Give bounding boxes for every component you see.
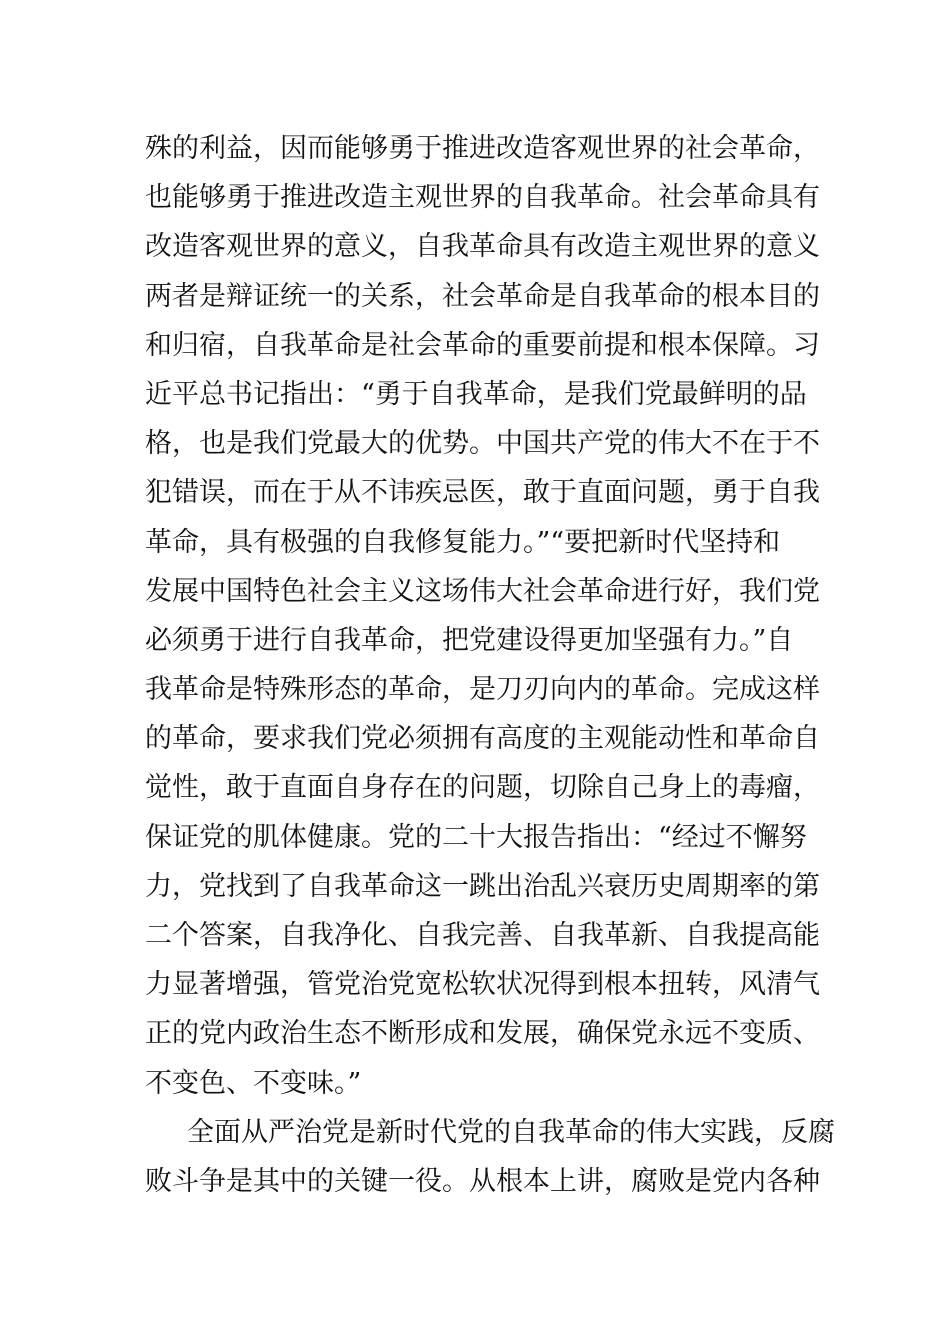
- paragraph-2: [145, 1108, 835, 1206]
- text-line: 改造客观世界的意义，自我革命具有改造主观世界的意义: [145, 231, 820, 263]
- text-line: 发展中国特色社会主义这场伟大社会革命进行好，我们党: [145, 575, 820, 607]
- text-line: 力，党找到了自我革命这一跳出治乱兴衰历史周期率的第: [145, 870, 820, 902]
- text-line: 格，也是我们党最大的优势。中国共产党的伟大不在于不: [145, 428, 820, 460]
- text-line: 近平总书记指出：“勇于自我革命，是我们党最鲜明的品: [145, 378, 807, 410]
- text-line: 犯错误，而在于从不讳疾忌医，敢于直面问题，勇于自我: [145, 477, 820, 509]
- text-line: 保证党的肌体健康。党的二十大报告指出：“经过不懈努: [145, 821, 807, 853]
- text-line: 正的党内政治生态不断形成和发展，确保党永远不变质、: [145, 1018, 820, 1050]
- text-line: 和归宿，自我革命是社会革命的重要前提和根本保障。习: [145, 329, 820, 361]
- text-line: 也能够勇于推进改造主观世界的自我革命。社会革命具有: [145, 182, 820, 214]
- text-line: 力显著增强，管党治党宽松软状况得到根本扭转，风清气: [145, 969, 820, 1001]
- body-text: [145, 124, 835, 1206]
- text-line-first-indented: 全面从严治党是新时代党的自我革命的伟大实践，反腐: [187, 1116, 835, 1148]
- text-line: 觉性，敢于直面自身存在的问题，切除自己身上的毒瘤，: [145, 772, 820, 804]
- paragraph-1: [145, 124, 820, 1108]
- text-line: 革命，具有极强的自我修复能力。”“要把新时代坚持和: [145, 526, 781, 558]
- text-line: 我革命是特殊形态的革命，是刀刃向内的革命。完成这样: [145, 674, 820, 706]
- text-line: 不变色、不变味。”: [145, 1067, 362, 1099]
- text-line: 殊的利益，因而能够勇于推进改造客观世界的社会革命，: [145, 133, 820, 164]
- text-line: 的革命，要求我们党必须拥有高度的主观能动性和革命自: [145, 723, 820, 755]
- text-line: 败斗争是其中的关键一役。从根本上讲，腐败是党内各种: [145, 1165, 820, 1197]
- text-line: 必须勇于进行自我革命，把党建设得更加坚强有力。”自: [145, 624, 794, 656]
- text-line: 二个答案，自我净化、自我完善、自我革新、自我提高能: [145, 920, 820, 951]
- text-line: 两者是辩证统一的关系，社会革命是自我革命的根本目的: [145, 280, 820, 312]
